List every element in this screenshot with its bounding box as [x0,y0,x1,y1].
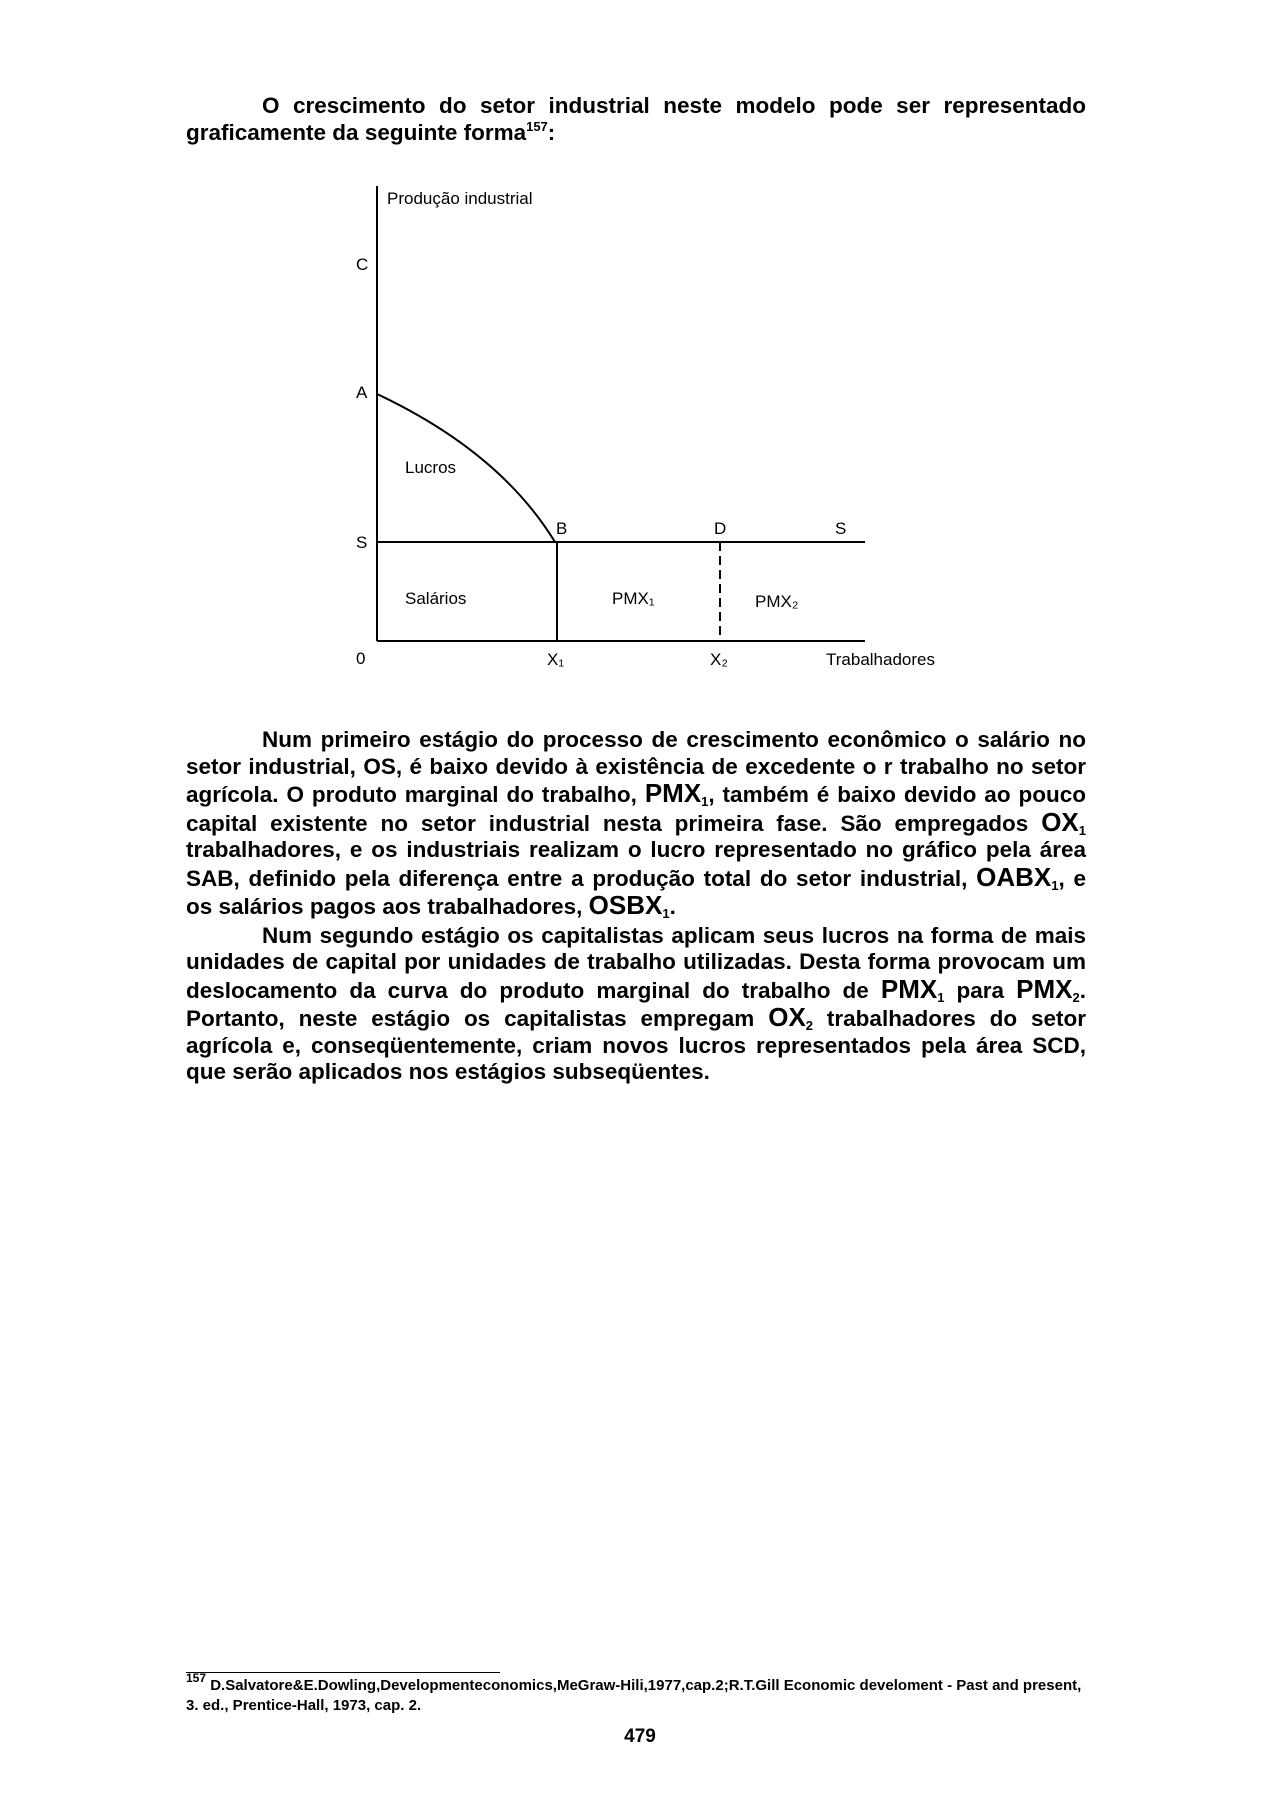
term-oabx1-sub: 1 [1051,877,1059,893]
growth-model-diagram [350,168,950,678]
label-salarios: Salários [405,589,467,608]
y-axis-label: Produção industrial [387,189,533,208]
term-pmx1-b: PMX [880,973,938,1004]
diagram-svg [350,168,950,678]
tick-S: S [356,533,368,552]
term-pmx2: PMX [1016,973,1073,1004]
p2-text-c: trabalhadores do setor agrícola e, conseqüentemente, criam novos lucros representados pela área SCD, que serão aplicados nos estágios subseqüentes. [186,1006,1086,1084]
footnote-separator [186,1672,500,1673]
term-pmx1-b-sub: 1 [937,989,945,1005]
tick-C: C [356,255,369,274]
body-text [186,727,1086,1086]
tick-X2: X₂ [710,650,728,669]
intro-text: O crescimento do setor industrial neste modelo pode ser representado graficamente da seguinte forma [186,93,1086,145]
tick-X1: X₁ [547,650,565,669]
label-pmx1: PMX₁ [612,589,655,608]
intro-trailing: : [547,119,556,145]
term-ox2: OX [768,1002,806,1032]
term-ox1-sub: 1 [1078,822,1086,838]
p1-text-d: , e os salários pagos aos trabalhadores, [186,865,1086,919]
footnote-text: D.Salvatore&E.Dowling,Developmenteconomics,MeGraw-Hili,1977,cap.2;R.T.Gill Economic develoment - Past and present, 3. ed., Prentice-Hall, 1973, cap. 2. [186,1677,1082,1714]
term-osbx1-sub: 1 [662,906,670,921]
footnote-number: 157 [186,1671,207,1685]
p1-end: . [669,894,676,919]
p2-text-b: . Portanto, neste estágio os capitalistas empregam [186,977,1086,1031]
footnote [186,1671,1086,1716]
term-pmx2-sub: 2 [1072,989,1080,1005]
page-number: 479 [624,1726,656,1747]
footnote-reference[interactable]: 157 [526,118,548,134]
term-pmx1-sub: 1 [701,794,709,809]
intro-paragraph [186,93,1086,146]
point-D: D [714,519,727,538]
p1-text-c: trabalhadores, e os industriais realizam o lucro representado no gráfico pela área SAB, definido pela diferença entre a produção total do setor industrial, [186,837,1086,891]
p1-text-a: Num primeiro estágio do processo de crescimento econômico o salário no setor industrial, OS, é baixo devido à existência de excedente o r trabalho no setor agrícola. O produto marginal do trabalho, [186,727,1086,807]
p1-text-b: , também é baixo devido ao pouco capital existente no setor industrial nesta primeira fase. São empregados [186,782,1086,836]
term-ox1: OX [1041,806,1079,837]
label-lucros: Lucros [405,458,457,477]
term-ox2-sub: 2 [805,1018,814,1033]
point-B: B [556,519,568,538]
tick-A: A [356,383,368,402]
p2-text-a: Num segundo estágio os capitalistas aplicam seus lucros na forma de mais unidades de capital por unidades de trabalho utilizadas. Desta forma provocam um deslocamento da curva do produto marginal do trabalho de [186,922,1086,1003]
x-axis-label: Trabalhadores [826,650,935,669]
tick-origin: 0 [356,649,366,668]
term-pmx1: PMX [644,778,702,808]
p2-para: para [956,977,1005,1003]
term-osbx1: OSBX [588,890,663,920]
label-pmx2: PMX₂ [755,592,799,611]
paragraph-1 [186,727,1086,921]
term-oabx1: OABX [976,861,1052,892]
paragraph-2 [186,923,1086,1086]
point-S: S [835,519,847,538]
